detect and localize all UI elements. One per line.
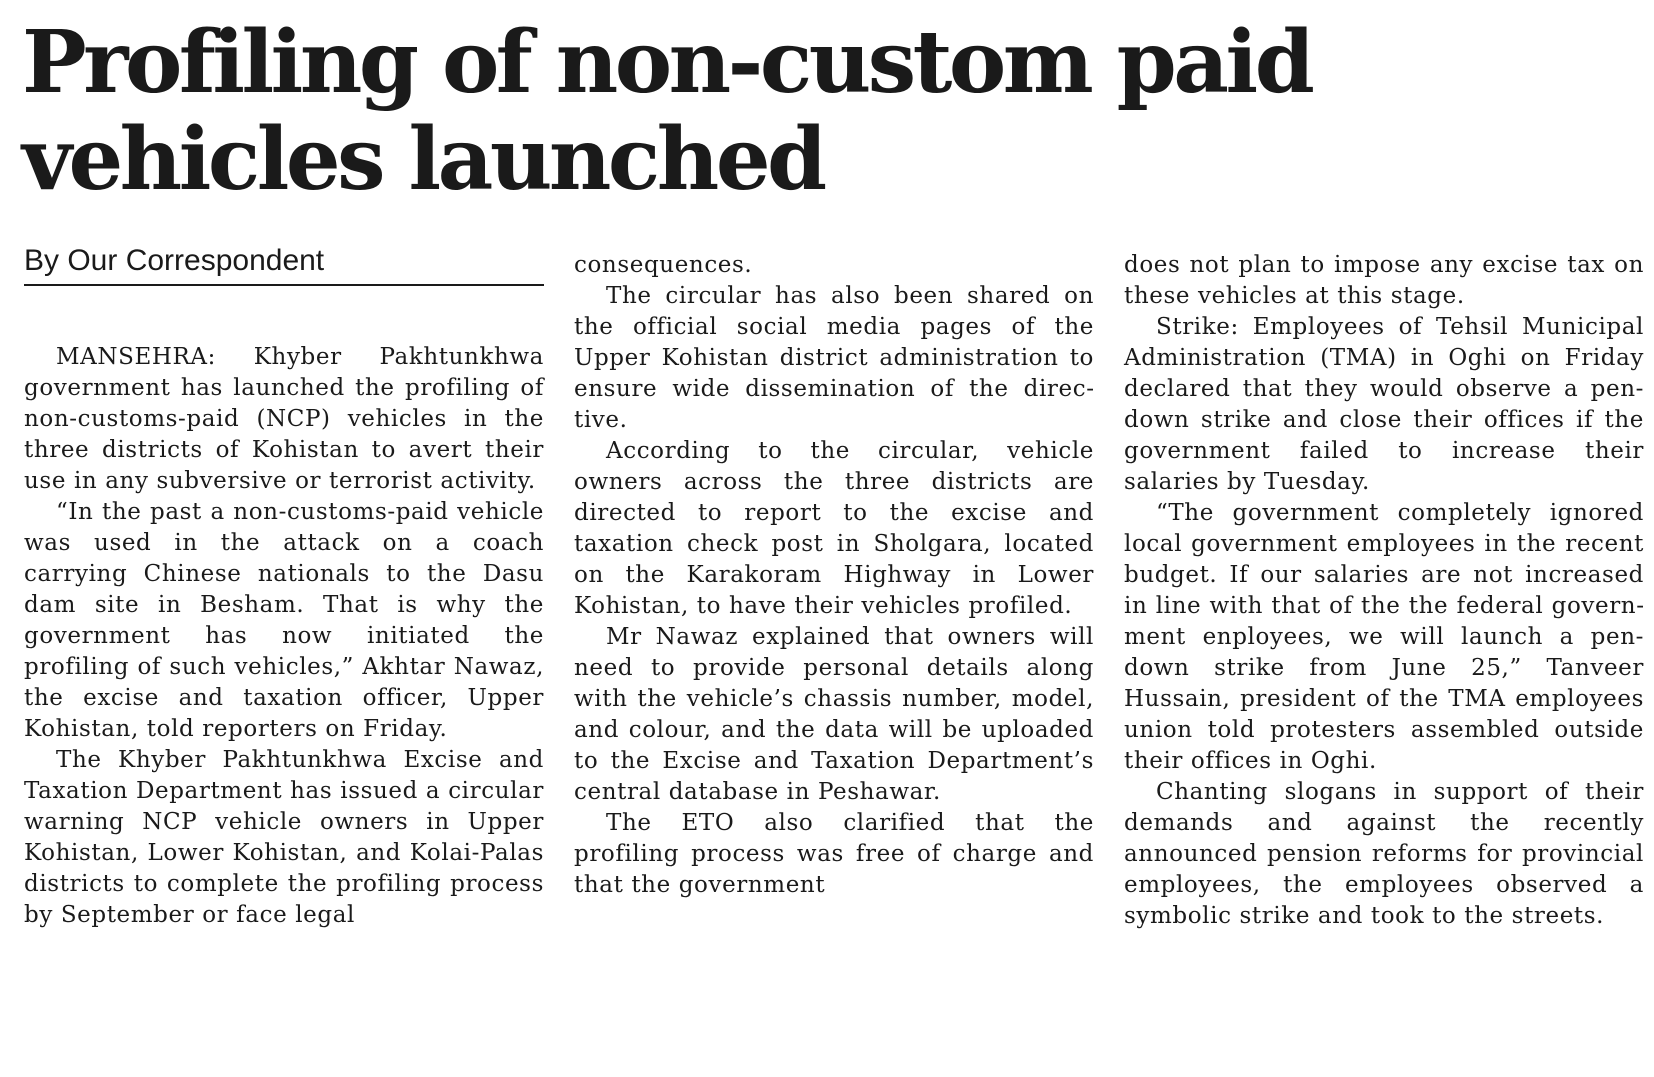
paragraph: MANSEHRA: Khyber Pakhtunkhwa government has launched the profiling of non-customs-paid (NCP) vehicles in the three districts of Kohistan to avert their use in any subversive or terrorist activity. (24, 344, 544, 494)
headline (22, 14, 1622, 208)
paragraph: Chanting slogans in support of their demands and against the recently announced pension reforms for provincial employees, the employees observed a symbolic strike and took to the streets. (1124, 779, 1644, 929)
paragraph: Mr Nawaz explained that owners will need to provide personal details along with the vehicle’s chassis number, model, and colour, and the data will be uploaded to the Excise and Taxation Department’s central database in Peshawar. (574, 624, 1094, 805)
paragraph: According to the circular, vehicle owners across the three districts are directed to report to the excise and taxation check post in Sholgara, located on the Karakoram Highway in Lower Kohistan, to have their vehicles profiled. (574, 438, 1094, 619)
paragraph-continuation: does not plan to impose any excise tax on these vehicles at this stage. (1124, 252, 1644, 309)
headline-line-2: vehicles launched (22, 109, 824, 210)
paragraph: “In the past a non-customs-paid vehicle was used in the attack on a coach carrying Chinese nationals to the Dasu dam site in Besham. That is why the government has now initiated the profiling of such vehicles,” Akhtar Nawaz, the excise and taxation officer, Upper Kohistan, told reporters on Friday. (24, 499, 544, 742)
article-column-2 (574, 250, 1094, 901)
paragraph: The Khyber Pakhtunkhwa Excise and Taxation Department has issued a circular warning NCP vehicle owners in Upper Kohistan, Lower Kohistan, and Kolai-Palas districts to complete the profiling process by September or face legal (24, 747, 544, 928)
paragraph: The ETO also clarified that the profiling process was free of charge and that the government (574, 810, 1094, 898)
article-column-3 (1124, 250, 1644, 932)
byline: By Our Correspondent (24, 244, 544, 286)
paragraph-continuation: consequences. (574, 252, 753, 278)
article-column-1 (24, 342, 544, 931)
paragraph: The circular has also been shared on the official social media pages of the Upper Kohistan district administration to ensure wide dissemination of the directive. (574, 283, 1094, 433)
paragraph: Strike: Employees of Tehsil Municipal Administration (TMA) in Oghi on Friday declared that they would observe a pen-down strike and close their offices if the government failed to increase their salaries by Tuesday. (1124, 314, 1644, 495)
headline-line-1: Profiling of non-custom paid (22, 12, 1312, 113)
paragraph: “The government completely ignored local government employees in the recent budget. If our salaries are not increased in line with that of the the federal government enployees, we will launch a pen-down strike from June 25,” Tanveer Hussain, president of the TMA employees union told protesters assembled outside their offices in Oghi. (1124, 500, 1644, 774)
